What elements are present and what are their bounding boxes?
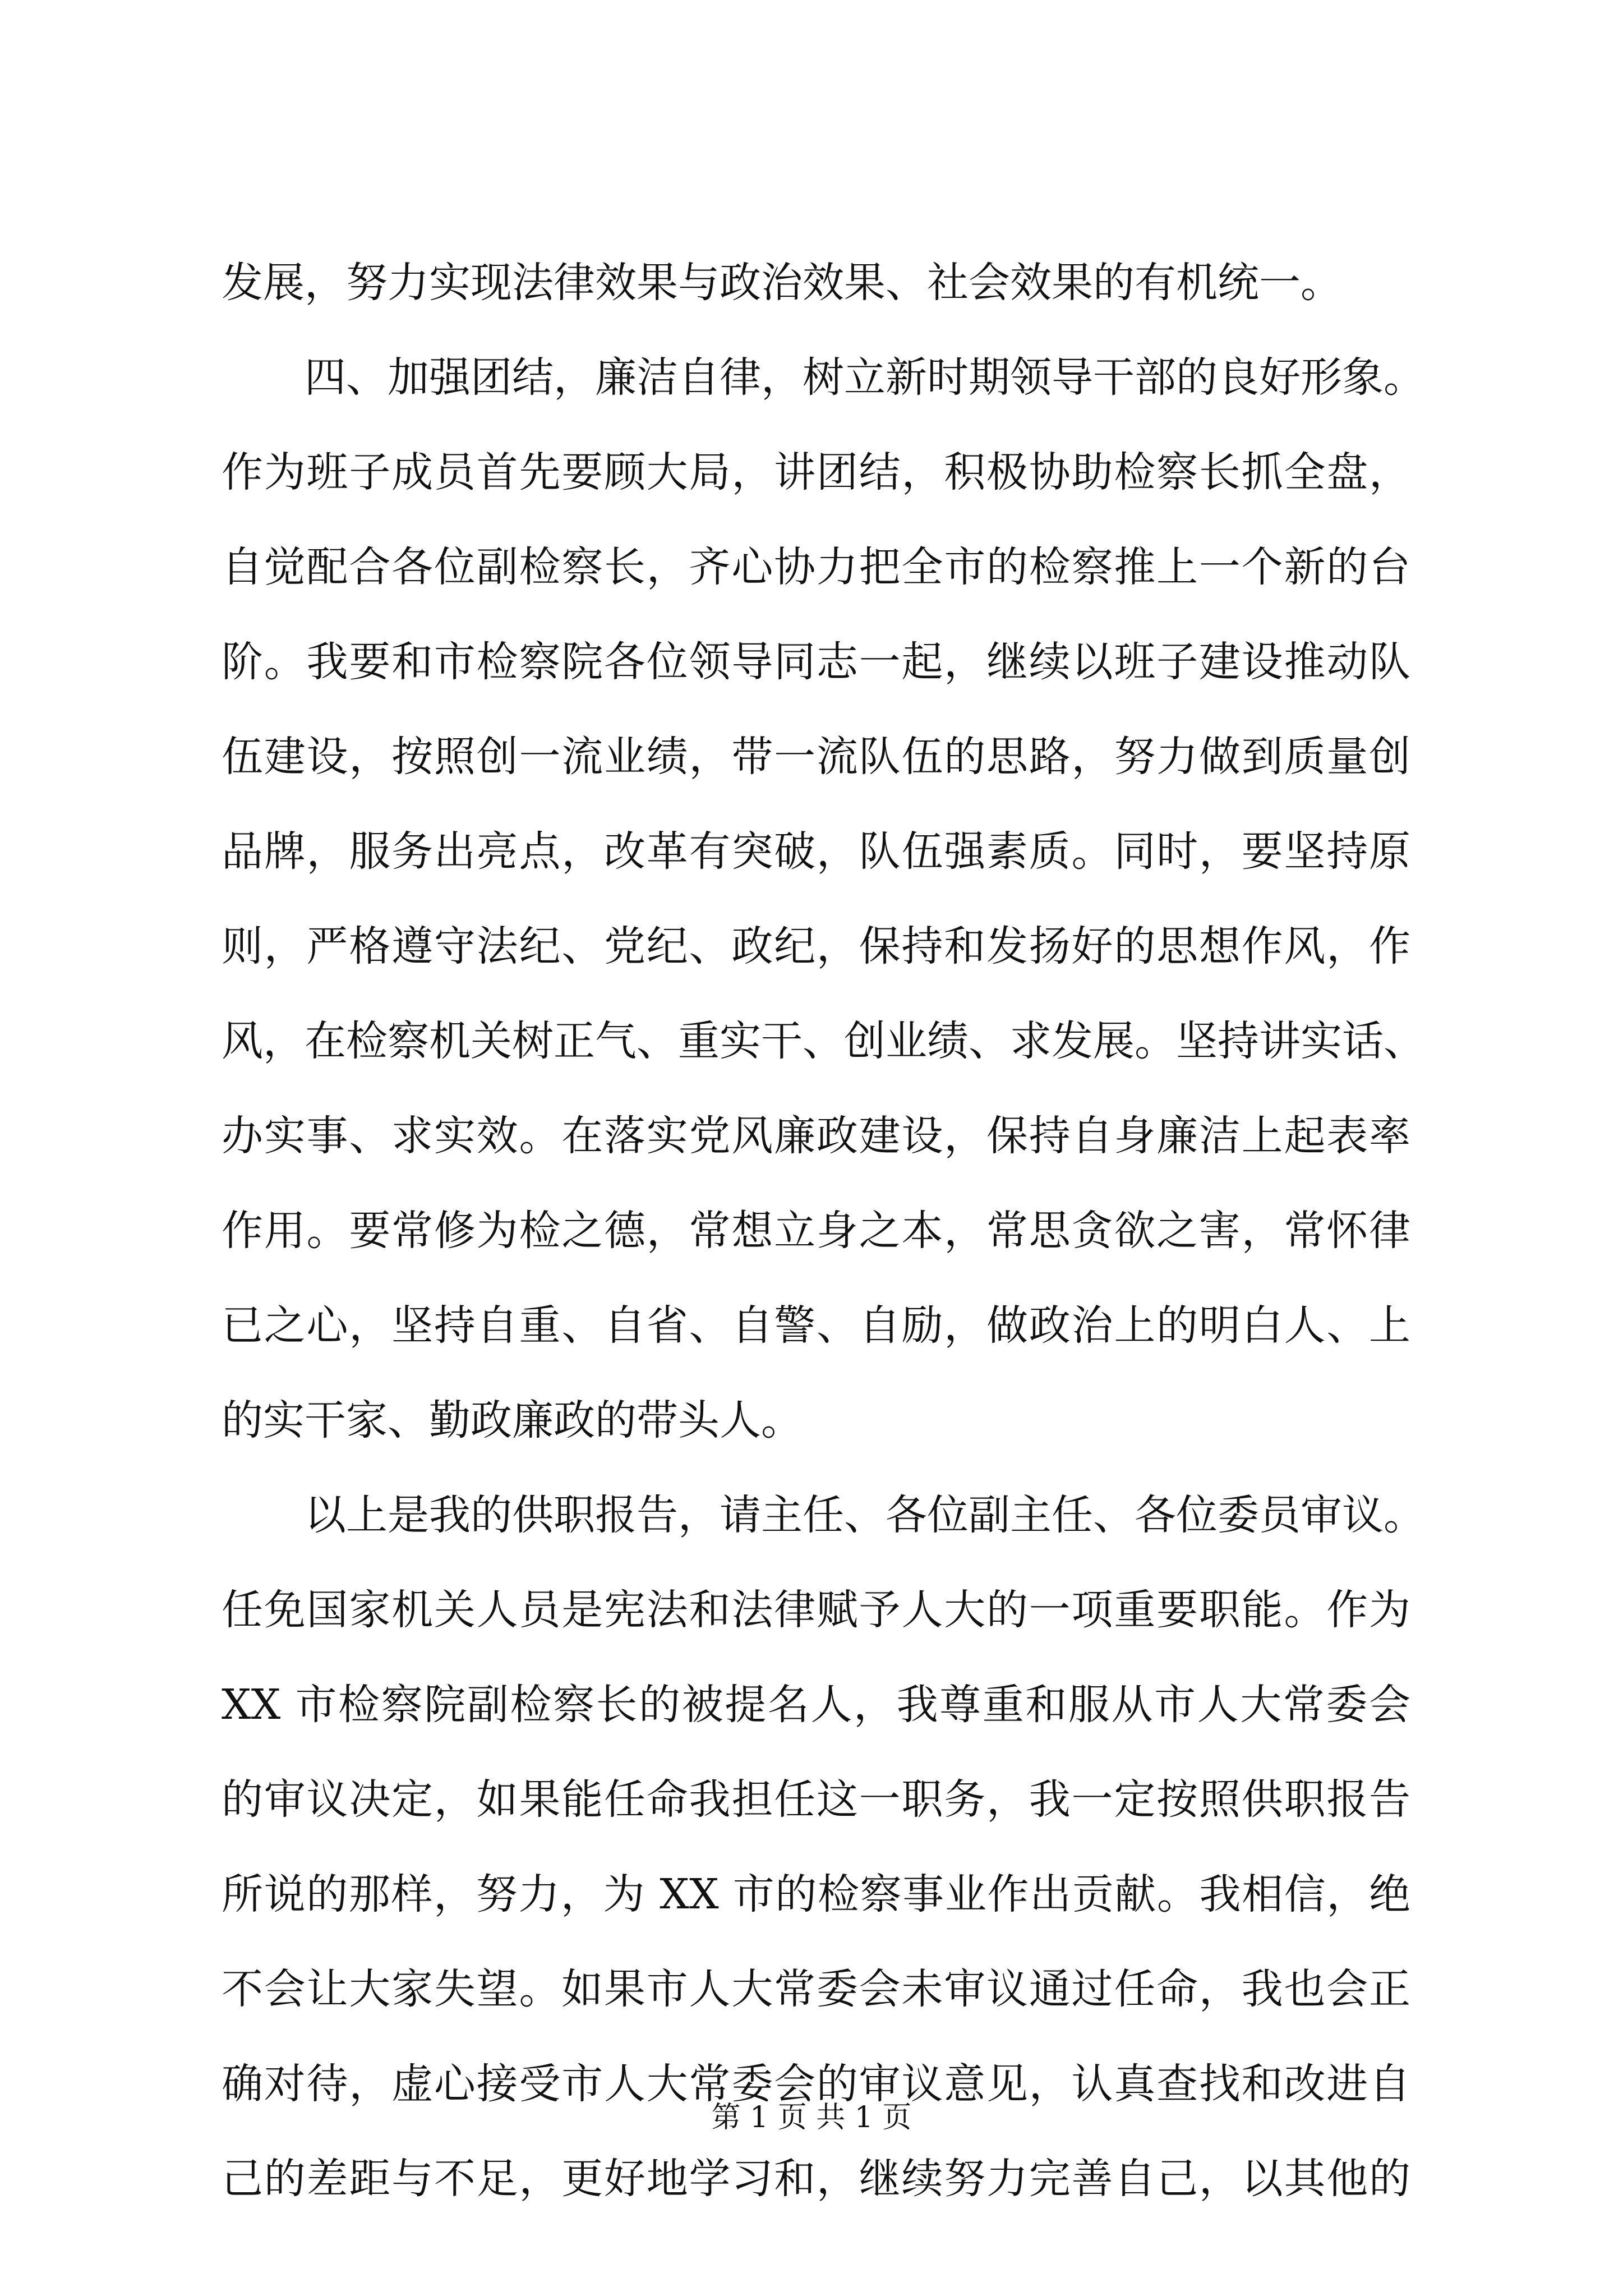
text-line: 阶。我要和市检察院各位领导同志一起，继续以班子建设推动队	[222, 638, 1410, 686]
paragraph-start: 以上是我的供职报告，请主任、各位副主任、各位委员审议。	[305, 1491, 1425, 1539]
text-line: 风，在检察机关树正气、重实干、创业绩、求发展。坚持讲实话、	[222, 1017, 1425, 1065]
text-line: 发展，努力实现法律效果与政治效果、社会效果的有机统一。	[222, 259, 1342, 307]
text-line: 己的差距与不足，更好地学习和，继续努力完善自己，以其他的	[222, 2155, 1410, 2203]
text-line: 办实事、求实效。在落实党风廉政建设，保持自身廉洁上起表率	[222, 1112, 1410, 1160]
text-line: 的实干家、勤政廉政的带头人。	[222, 1396, 803, 1444]
text-line: 任免国家机关人员是宪法和法律赋予人大的一项重要职能。作为	[222, 1586, 1410, 1634]
text-line: 所说的那样，努力，为 XX 市的检察事业作出贡献。我相信，绝	[222, 1870, 1410, 1918]
page-footer: 第 1 页 共 1 页	[711, 2101, 912, 2134]
text-line: XX 市检察院副检察长的被提名人，我尊重和服从市人大常委会	[222, 1681, 1410, 1729]
text-line: 自觉配合各位副检察长，齐心协力把全市的检察推上一个新的台	[222, 543, 1410, 591]
text-line: 已之心，坚持自重、自省、自警、自励，做政治上的明白人、上	[222, 1301, 1410, 1350]
text-line: 确对待，虚心接受市人大常委会的审议意见，认真查找和改进自	[222, 2060, 1410, 2108]
text-line: 伍建设，按照创一流业绩，带一流队伍的思路，努力做到质量创	[222, 733, 1410, 781]
text-line: 则，严格遵守法纪、党纪、政纪，保持和发扬好的思想作风，作	[222, 922, 1410, 970]
paragraph-heading: 四、加强团结，廉洁自律，树立新时期领导干部的良好形象。	[305, 353, 1425, 402]
document-body	[222, 236, 1425, 2226]
text-line: 作用。要常修为检之德，常想立身之本，常思贪欲之害，常怀律	[222, 1207, 1410, 1255]
text-line: 不会让大家失望。如果市人大常委会未审议通过任命，我也会正	[222, 1965, 1410, 2013]
text-line: 品牌，服务出亮点，改革有突破，队伍强素质。同时，要坚持原	[222, 827, 1410, 876]
text-line: 作为班子成员首先要顾大局，讲团结，积极协助检察长抓全盘，	[222, 448, 1410, 496]
text-line: 的审议决定，如果能任命我担任这一职务，我一定按照供职报告	[222, 1775, 1410, 1824]
